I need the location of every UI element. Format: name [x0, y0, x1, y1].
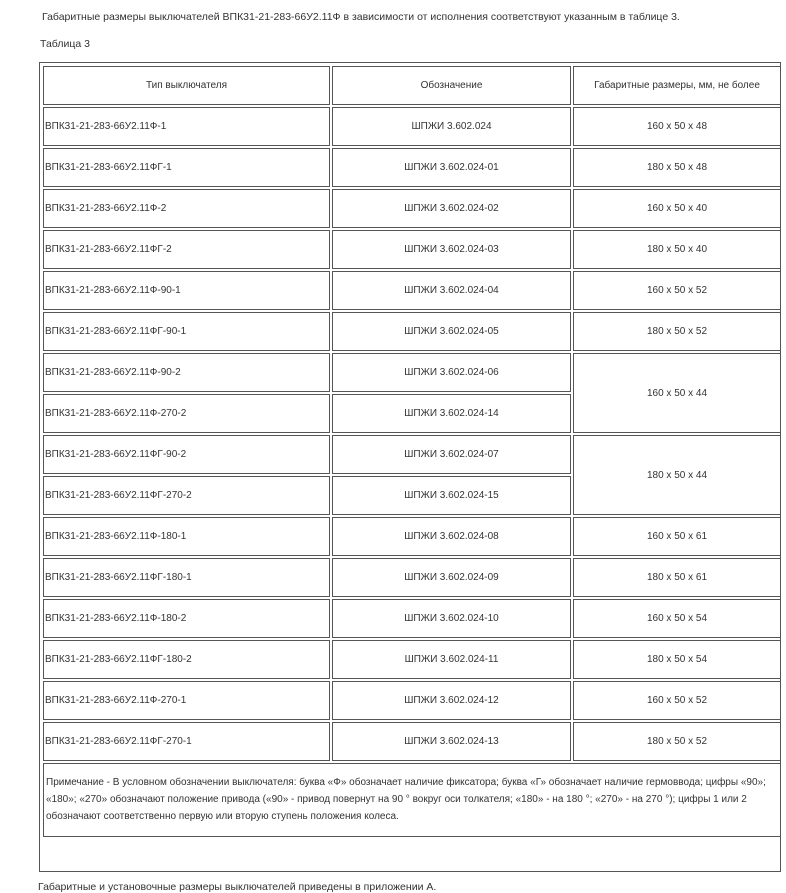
designation-cell: ШПЖИ 3.602.024-09	[332, 558, 571, 597]
table-row	[43, 435, 781, 474]
designation-cell: ШПЖИ 3.602.024-05	[332, 312, 571, 351]
designation-cell: ШПЖИ 3.602.024-15	[332, 476, 571, 515]
table-row	[43, 722, 781, 761]
dimensions-cell: 160 х 50 х 52	[573, 681, 781, 720]
table-row	[43, 353, 781, 392]
table-row	[43, 599, 781, 638]
dimensions-cell-merged: 160 х 50 х 44	[573, 353, 781, 433]
dimensions-cell: 160 х 50 х 40	[573, 189, 781, 228]
table-row	[43, 517, 781, 556]
type-cell: ВПК31-21-283-66У2.11Ф-2	[43, 189, 330, 228]
type-cell: ВПК31-21-283-66У2.11ФГ-90-2	[43, 435, 330, 474]
dimensions-cell: 180 х 50 х 40	[573, 230, 781, 269]
designation-cell: ШПЖИ 3.602.024-02	[332, 189, 571, 228]
table-row	[43, 271, 781, 310]
type-cell: ВПК31-21-283-66У2.11ФГ-270-2	[43, 476, 330, 515]
table-row	[43, 640, 781, 679]
table-row	[43, 558, 781, 597]
designation-cell: ШПЖИ 3.602.024-04	[332, 271, 571, 310]
dimensions-cell-merged: 180 х 50 х 44	[573, 435, 781, 515]
designation-cell: ШПЖИ 3.602.024-03	[332, 230, 571, 269]
type-cell: ВПК31-21-283-66У2.11Ф-90-2	[43, 353, 330, 392]
type-cell: ВПК31-21-283-66У2.11Ф-180-1	[43, 517, 330, 556]
designation-cell: ШПЖИ 3.602.024-01	[332, 148, 571, 187]
trailing-paragraph: Габаритные и установочные размеры выключателей приведены в приложении А.	[38, 881, 437, 893]
type-cell: ВПК31-21-283-66У2.11Ф-270-1	[43, 681, 330, 720]
dimensions-cell: 180 х 50 х 61	[573, 558, 781, 597]
designation-cell: ШПЖИ 3.602.024-07	[332, 435, 571, 474]
type-cell: ВПК31-21-283-66У2.11ФГ-180-1	[43, 558, 330, 597]
type-cell: ВПК31-21-283-66У2.11Ф-1	[43, 107, 330, 146]
type-cell: ВПК31-21-283-66У2.11ФГ-1	[43, 148, 330, 187]
table-row	[43, 681, 781, 720]
intro-paragraph: Габаритные размеры выключателей ВПК31-21-283-66У2.11Ф в зависимости от исполнения соответствуют указанным в таблице 3.	[42, 11, 680, 23]
dimensions-table	[41, 64, 783, 839]
designation-cell: ШПЖИ 3.602.024	[332, 107, 571, 146]
table-note: Примечание - В условном обозначении выключателя: буква «Ф» обозначает наличие фиксатора; буква «Г» обозначает наличие гермоввода; цифры «90»; «180»; «270» обозначают положение привода («90» - привод повернут на 90 ° вокруг оси толкателя; «180» - на 180 °; «270» - на 270 °); цифры 1 или 2 обозначают соответственно первую или вторую ступень положения колеса.	[43, 763, 781, 837]
table-row	[43, 189, 781, 228]
table-row	[43, 107, 781, 146]
table-header-row	[43, 66, 781, 105]
designation-cell: ШПЖИ 3.602.024-06	[332, 353, 571, 392]
dimensions-cell: 180 х 50 х 54	[573, 640, 781, 679]
type-cell: ВПК31-21-283-66У2.11Ф-180-2	[43, 599, 330, 638]
table-row	[43, 230, 781, 269]
header-type: Тип выключателя	[43, 66, 330, 105]
table-row	[43, 312, 781, 351]
designation-cell: ШПЖИ 3.602.024-13	[332, 722, 571, 761]
designation-cell: ШПЖИ 3.602.024-14	[332, 394, 571, 433]
table-row	[43, 148, 781, 187]
designation-cell: ШПЖИ 3.602.024-08	[332, 517, 571, 556]
dimensions-cell: 160 х 50 х 61	[573, 517, 781, 556]
header-designation: Обозначение	[332, 66, 571, 105]
table-caption: Таблица 3	[40, 38, 90, 50]
type-cell: ВПК31-21-283-66У2.11ФГ-180-2	[43, 640, 330, 679]
dimensions-cell: 180 х 50 х 52	[573, 312, 781, 351]
type-cell: ВПК31-21-283-66У2.11Ф-270-2	[43, 394, 330, 433]
type-cell: ВПК31-21-283-66У2.11Ф-90-1	[43, 271, 330, 310]
designation-cell: ШПЖИ 3.602.024-10	[332, 599, 571, 638]
dimensions-cell: 160 х 50 х 48	[573, 107, 781, 146]
type-cell: ВПК31-21-283-66У2.11ФГ-270-1	[43, 722, 330, 761]
header-dimensions: Габаритные размеры, мм, не более	[573, 66, 781, 105]
dimensions-cell: 180 х 50 х 48	[573, 148, 781, 187]
designation-cell: ШПЖИ 3.602.024-11	[332, 640, 571, 679]
type-cell: ВПК31-21-283-66У2.11ФГ-90-1	[43, 312, 330, 351]
dimensions-cell: 160 х 50 х 54	[573, 599, 781, 638]
dimensions-cell: 160 х 50 х 52	[573, 271, 781, 310]
table-note-row	[43, 763, 781, 837]
dimensions-cell: 180 х 50 х 52	[573, 722, 781, 761]
type-cell: ВПК31-21-283-66У2.11ФГ-2	[43, 230, 330, 269]
designation-cell: ШПЖИ 3.602.024-12	[332, 681, 571, 720]
